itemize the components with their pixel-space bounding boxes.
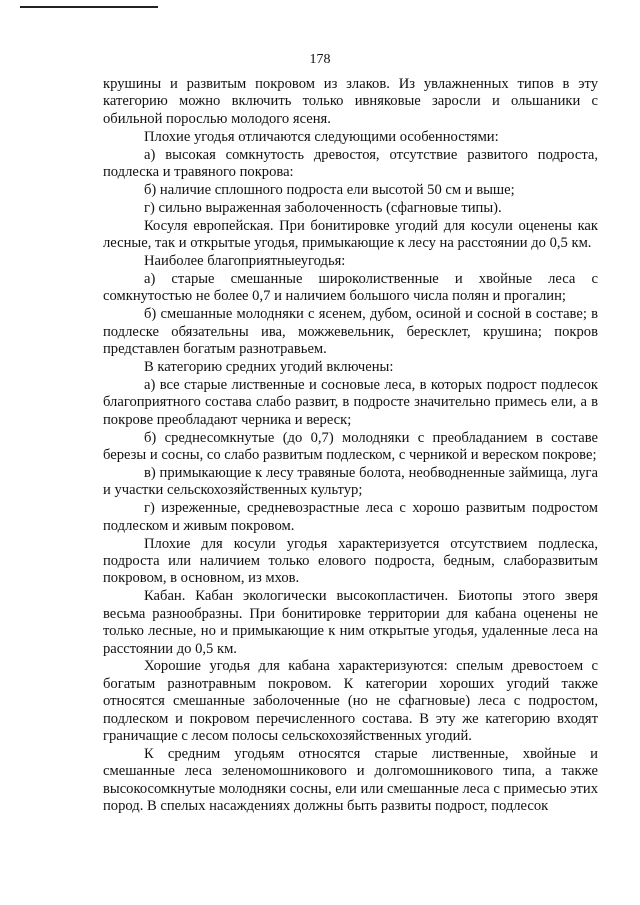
- paragraph-continuation: крушины и развитым покровом из злаков. Из увлажненных типов в эту категорию можно включить только ивняковые заросли и ольшаники с обильной порослью молодого ясеня.: [103, 76, 598, 127]
- page-body: [103, 76, 598, 816]
- paragraph-good-boar: Хорошие угодья для кабана характеризуются: спелым древостоем с богатым разнотравным покровом. К категории хороших угодий также относятся смешанные заболоченные (но не сфагновые) леса с подростом, подлеском и покровом перечисленного состава. В эту же категорию входят граничащие с лесом полосы сельскохозяйственных угодий.: [103, 658, 598, 745]
- top-rule: [20, 6, 158, 8]
- paragraph-favorable-intro: Наиболее благоприятныеугодья:: [144, 253, 346, 270]
- paragraph-medium-boar: К средним угодьям относятся старые лиственные, хвойные и смешанные леса зеленомошникового и долгомошникового типа, а также высокосомкнутые молодняки сосны, ели или смешанные леса с примесью этих пород. В спелых насаждениях должны быть развиты подрост, подлесок: [103, 745, 598, 815]
- list-item-a: а) старые смешанные широколиственные и хвойные леса с сомкнутостью не более 0,7 и наличием большого числа полян и прогалин;: [103, 270, 598, 305]
- paragraph-roe-deer: Косуля европейская. При бонитировке угодий для косули оценены как лесные, так и открытые угодья, примыкающие к лесу на расстоянии до 0,5 км.: [103, 217, 598, 252]
- list-item-a: а) высокая сомкнутость древостоя, отсутствие развитого подроста, подлеска и травяного покрова:: [103, 146, 598, 181]
- list-item-b: б) наличие сплошного подроста ели высотой 50 см и выше;: [144, 181, 515, 198]
- paragraph-medium-intro: В категорию средних угодий включены:: [144, 359, 394, 375]
- paragraph-bad-grounds-intro: Плохие угодья отличаются следующими особенностями:: [144, 128, 499, 145]
- paragraph-boar: Кабан. Кабан экологически высокопластичен. Биотопы этого зверя весьма разнообразны. При бонитировке территории для кабана оценены не только лесные, но и примыкающие к ним открытые угодья, удаленные леса на расстоянии до 0,5 км.: [103, 588, 598, 657]
- list-item-v: в) примыкающие к лесу травяные болота, необводненные займища, луга и участки сельскохозяйственных культур;: [103, 464, 598, 499]
- list-item-a: а) все старые лиственные и сосновые леса, в которых подрост подлесок благоприятного состава слабо развит, в подросте значительно примесь ели, а в покрове преобладают черника и вереск;: [103, 376, 598, 428]
- page-number: 178: [309, 52, 331, 67]
- list-item-g: г) сильно выраженная заболоченность (сфагновые типы).: [144, 199, 502, 216]
- paragraph-bad-roe-deer: Плохие для косули угодья характеризуется отсутствием подлеска, подроста или наличием только елового подроста, бедным, слаборазвитым покровом, в основном, из мхов.: [103, 535, 598, 587]
- list-item-b: б) смешанные молодняки с ясенем, дубом, осиной и сосной в составе; в подлеске обязательны ива, можжевельник, бересклет, крушина; покров представлен богатым разнотравьем.: [103, 306, 598, 358]
- list-item-b: б) среднесомкнутые (до 0,7) молодняки с преобладанием в составе березы и сосны, со слабо развитым подлеском, с черникой и вереском покрове;: [103, 429, 598, 464]
- list-item-g: г) изреженные, средневозрастные леса с хорошо развитым подростом подлеском и живым покровом.: [103, 500, 598, 534]
